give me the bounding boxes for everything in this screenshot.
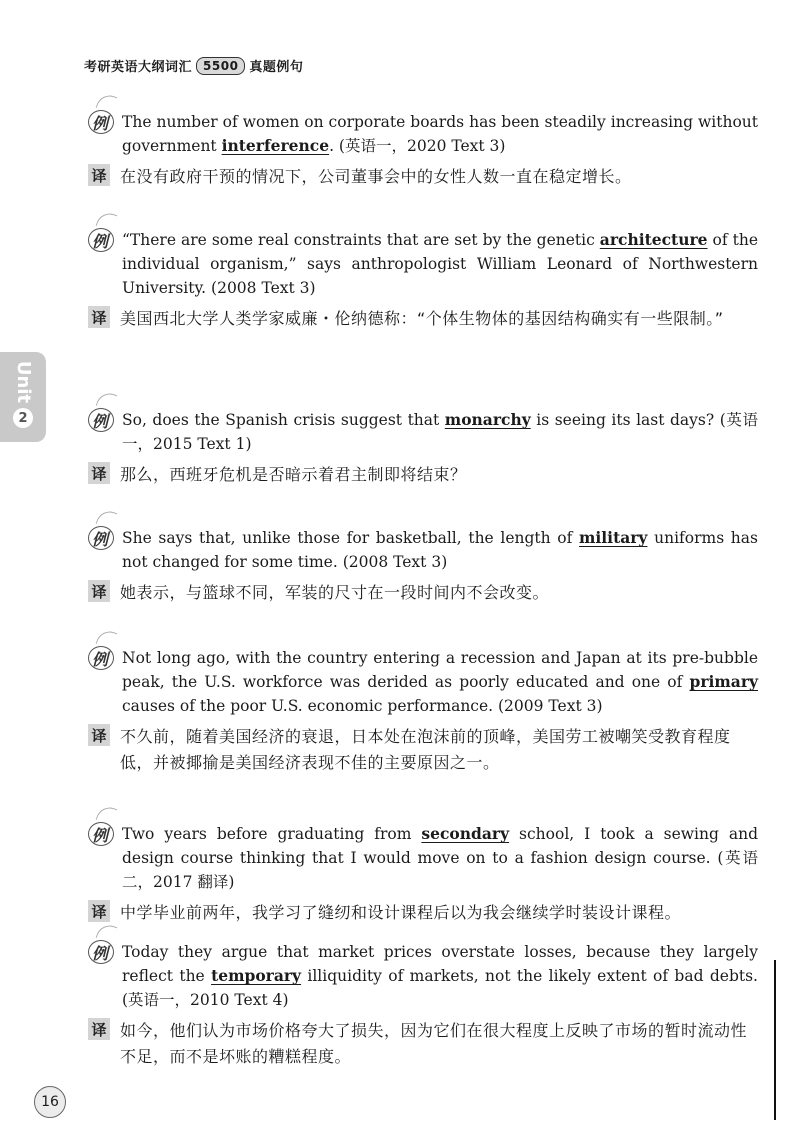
translation-icon: 译 (88, 462, 110, 484)
running-header (84, 56, 303, 75)
example-sentence: “There are some real constraints that are set by the genetic architecture of the individual organism,” says anthropologist William Leonard of Northwestern University. (2008 Text 3) (122, 230, 758, 297)
keyword: monarchy (444, 410, 531, 429)
keyword: primary (689, 672, 758, 691)
page-number: 16 (34, 1086, 66, 1118)
translation-text: 美国西北大学人类学家威廉・伦纳德称：“个体生物体的基因结构确实有一些限制。” (120, 309, 724, 328)
translation-icon: 译 (88, 1018, 110, 1040)
keyword: architecture (599, 230, 708, 249)
translation-text: 不久前，随着美国经济的衰退，日本处在泡沫前的顶峰，美国劳工被嘲笑受教育程度低，并被揶揄是美国经济表现不佳的主要原因之一。 (120, 727, 731, 772)
example-sentence: The number of women on corporate boards has been steadily increasing without government interference. (英语一，2020 Text 3) (122, 113, 758, 155)
keyword: interference (221, 136, 330, 155)
example-entry (88, 228, 758, 332)
example-entry (88, 110, 758, 190)
header-title: 考研英语大纲词汇 (84, 60, 193, 75)
example-entry (88, 822, 758, 926)
example-icon: 例 (88, 526, 114, 550)
example-icon: 例 (88, 646, 114, 670)
keyword: temporary (211, 966, 302, 985)
example-entry (88, 408, 758, 488)
unit-tab (0, 352, 46, 442)
example-icon: 例 (88, 822, 114, 846)
example-entry (88, 646, 758, 776)
example-sentence: Today they argue that market prices overstate losses, because they largely reflect the temporary illiquidity of markets, not the likely extent of bad debts. (英语一，2010 Text 4) (122, 943, 758, 1009)
unit-label: Unit (13, 360, 34, 404)
example-sentence: Two years before graduating from secondary school, I took a sewing and design course thinking that I would move on to a fashion design course. (英语二，2017 翻译) (122, 824, 759, 891)
translation-text: 她表示，与篮球不同，军装的尺寸在一段时间内不会改变。 (120, 583, 550, 602)
header-badge: 5500 (196, 57, 245, 75)
example-entry (88, 940, 758, 1070)
translation-text: 在没有政府干预的情况下，公司董事会中的女性人数一直在稳定增长。 (120, 167, 632, 186)
translation-icon: 译 (88, 306, 110, 328)
translation-icon: 译 (88, 724, 110, 746)
example-entry (88, 526, 758, 606)
translation-icon: 译 (88, 164, 110, 186)
translation-icon: 译 (88, 580, 110, 602)
margin-rule (774, 960, 776, 1120)
translation-icon: 译 (88, 900, 110, 922)
example-icon: 例 (88, 110, 114, 134)
example-sentence: Not long ago, with the country entering a recession and Japan at its pre-bubble peak, the U.S. workforce was derided as poorly educated and one of primary causes of the poor U.S. economic performance. (2009 Text 3) (122, 649, 758, 715)
keyword: military (579, 528, 648, 547)
unit-number: 2 (13, 408, 33, 428)
translation-text: 如今，他们认为市场价格夸大了损失，因为它们在很大程度上反映了市场的暂时流动性不足，而不是坏账的糟糕程度。 (120, 1021, 748, 1066)
example-sentence: So, does the Spanish crisis suggest that monarchy is seeing its last days? (英语一，2015 Text 1) (122, 410, 758, 453)
translation-text: 中学毕业前两年，我学习了缝纫和设计课程后以为我会继续学时装设计课程。 (120, 903, 682, 922)
example-sentence: She says that, unlike those for basketball, the length of military uniforms has not changed for some time. (2008 Text 3) (122, 528, 758, 571)
keyword: secondary (421, 824, 510, 843)
header-subtitle: 真题例句 (249, 60, 304, 75)
translation-text: 那么，西班牙危机是否暗示着君主制即将结束？ (120, 465, 467, 484)
example-icon: 例 (88, 228, 114, 252)
example-icon: 例 (88, 408, 114, 432)
example-icon: 例 (88, 940, 114, 964)
